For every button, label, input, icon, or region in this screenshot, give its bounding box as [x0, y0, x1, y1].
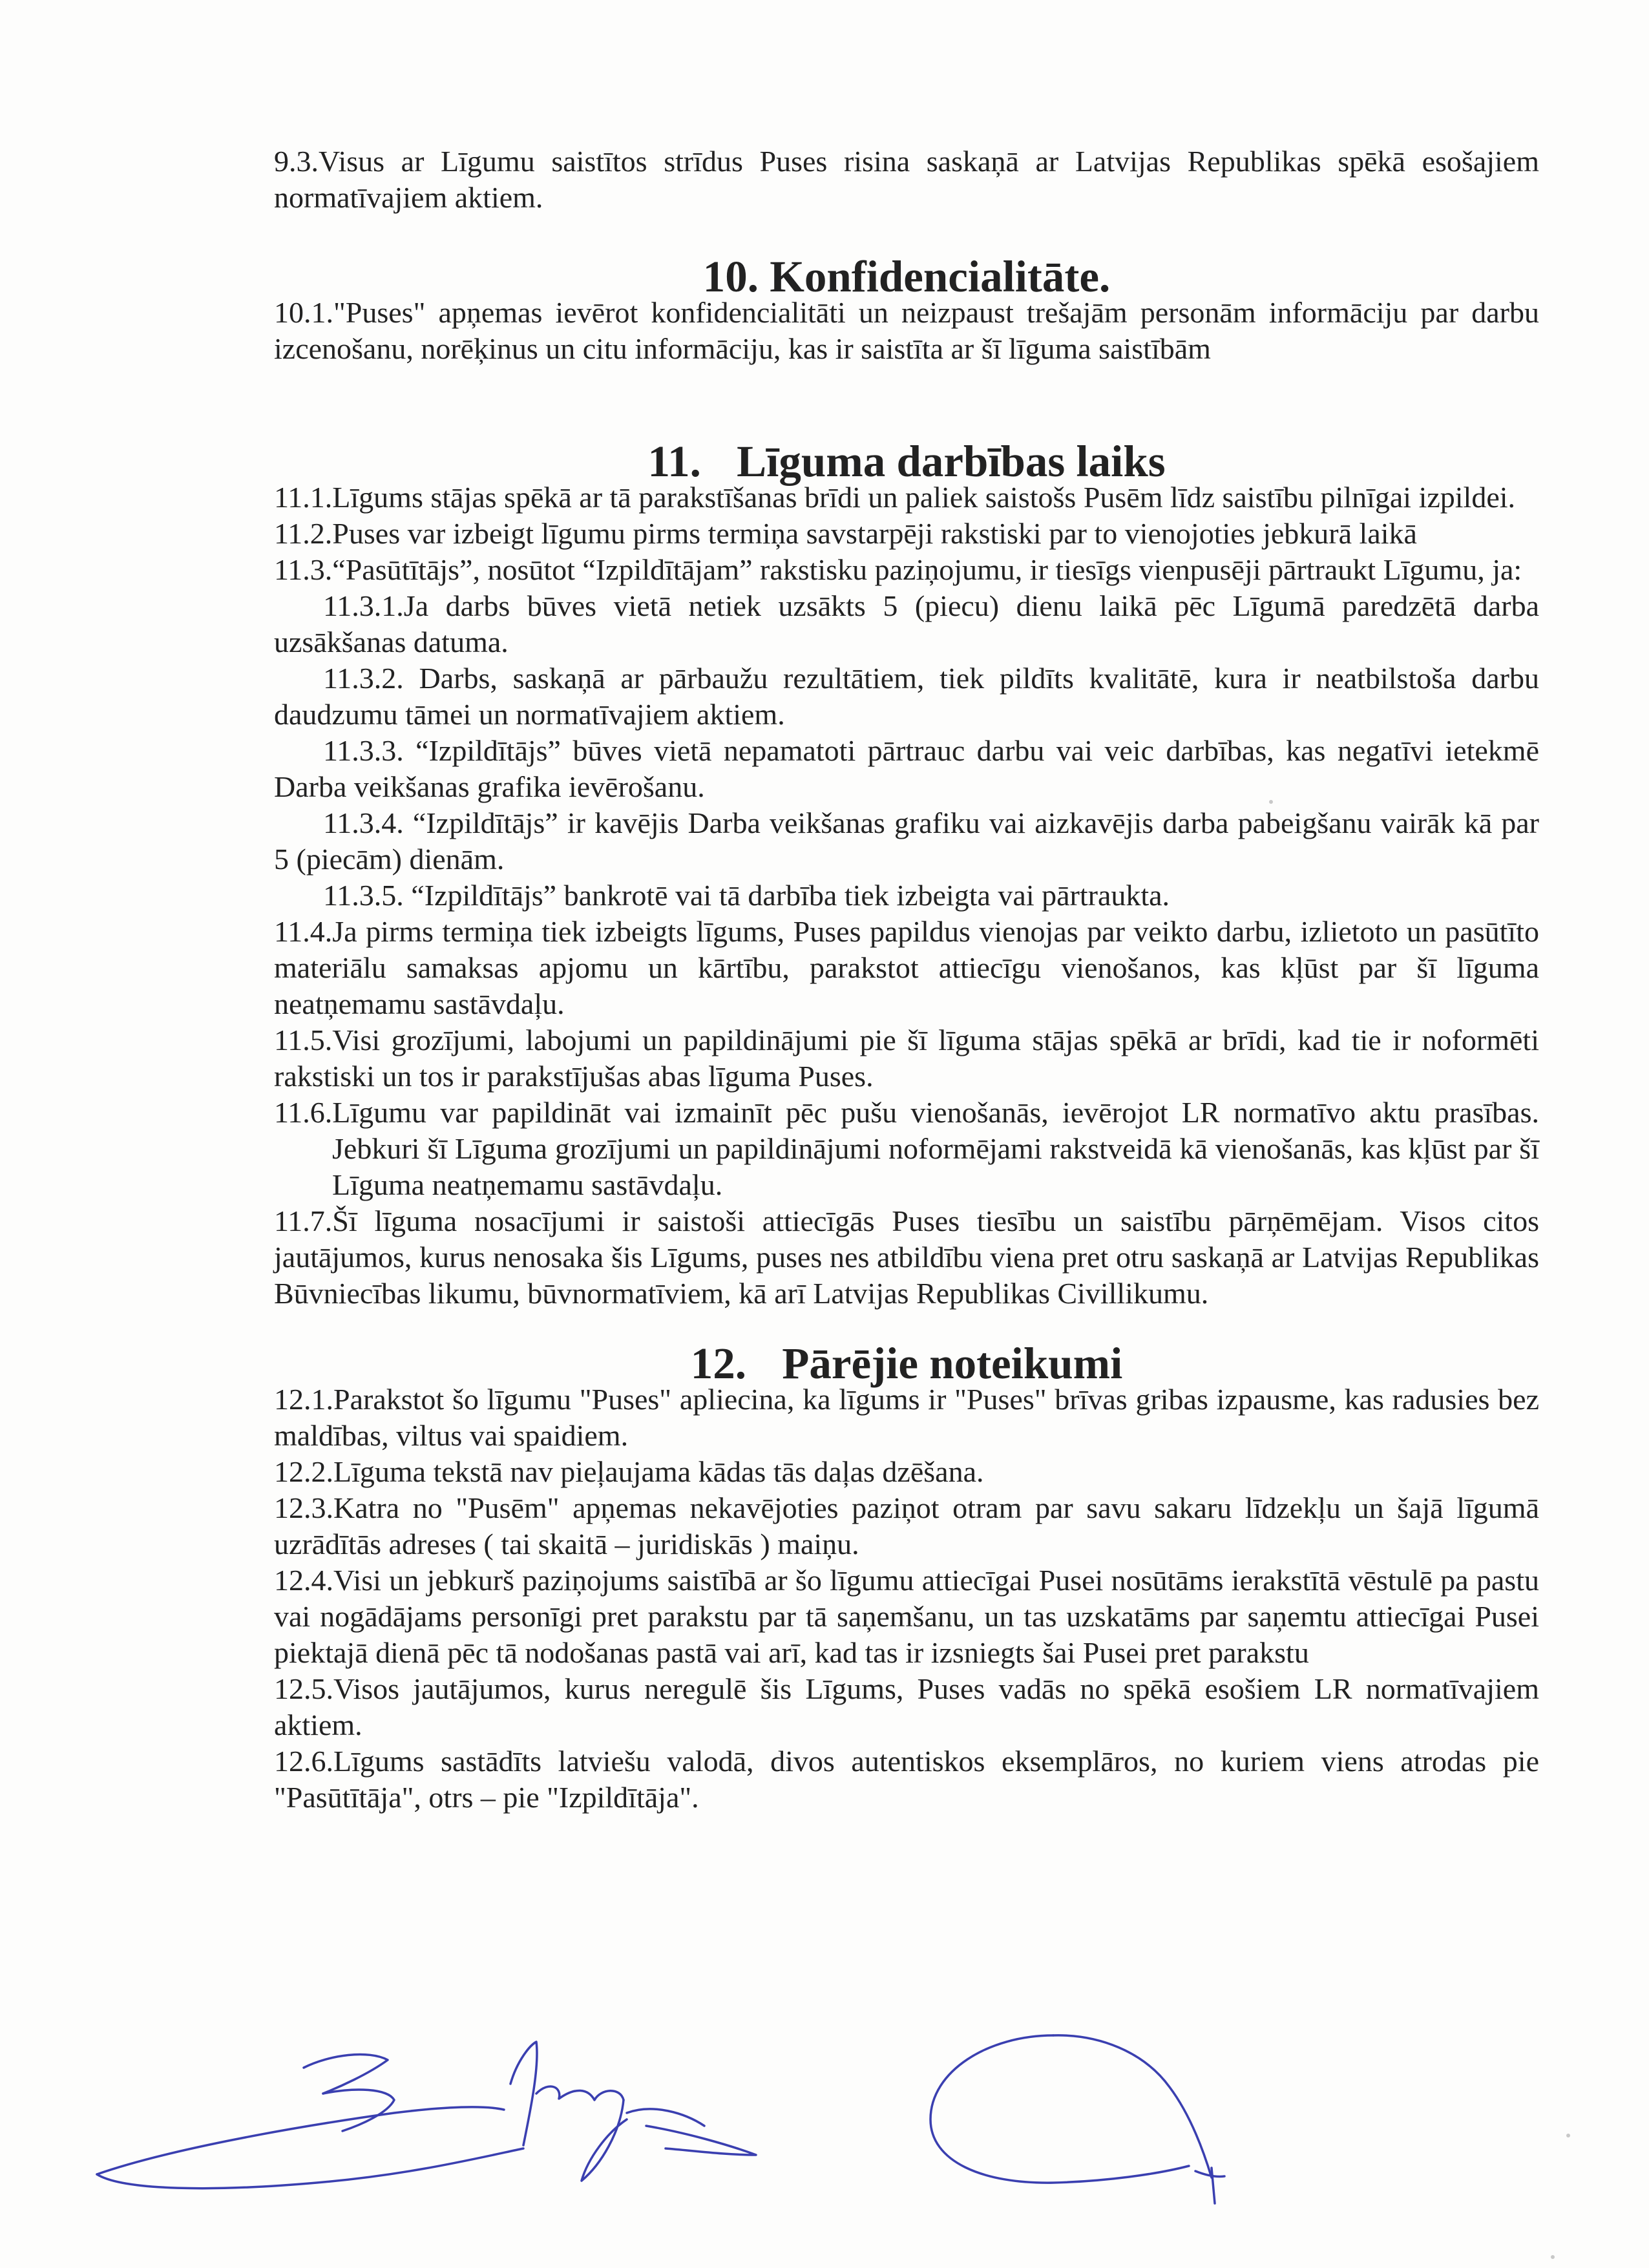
scan-speck [1566, 2134, 1570, 2137]
clause-12-4: 12.4.Visi un jebkurš paziņojums saistībā ar šo līgumu attiecīgai Pusei nosūtāms ierakstītā vēstulē pa pastu vai nogādājams personīgi pret parakstu par tā saņemšanu, un tas uzskatāms par saņemtu attiecīgai Pusei piektajā dienā pēc tā nodošanas pastā vai arī, kad tas ir izsniegts šai Pusei pret parakstu [274, 1564, 1539, 1669]
section-number: 12. [690, 1339, 747, 1388]
section-title: Līguma darbības laiks [737, 437, 1166, 486]
clause-12-1: 12.1.Parakstot šo līgumu "Puses" apliecina, ka līgums ir "Puses" brīvas gribas izpausme, kas radusies bez maldības, viltus vai spaidiem. [274, 1383, 1539, 1452]
clause-11-2: 11.2.Puses var izbeigt līgumu pirms termiņa savstarpēji rakstiski par to vienojoties jebkurā laikā [274, 517, 1417, 550]
clause-9-3: 9.3.Visus ar Līgumu saistītos strīdus Puses risina saskaņā ar Latvijas Republikas spēkā esošajiem normatīvajiem aktiem. [274, 145, 1539, 214]
clause-11-6: 11.6.Līgumu var papildināt vai izmainīt pēc pušu vienošanās, ievērojot LR normatīvo aktu prasības. Jebkuri šī Līguma grozījumi un papildinājumi noformējami rakstveidā kā vienošanās, kas kļūst par šī Līguma neatņemamu sastāvdaļu. [274, 1096, 1539, 1201]
signatures-area [84, 2016, 1570, 2210]
clause-10-1: 10.1."Puses" apņemas ievērot konfidencialitāti un neizpaust trešajām personām informāciju par darbu izcenošanu, norēķinus un citu informāciju, kas ir saistīta ar šī līguma saistībām [274, 296, 1539, 365]
section-heading-11 [274, 437, 1539, 486]
section-heading-12 [274, 1339, 1539, 1388]
clause-12-2: 12.2.Līguma tekstā nav pieļaujama kādas tās daļas dzēšana. [274, 1455, 984, 1488]
clause-12-6: 12.6.Līgums sastādīts latviešu valodā, divos autentiskos eksemplāros, no kuriem viens atrodas pie "Pasūtītāja", otrs – pie "Izpildītāja". [274, 1745, 1539, 1814]
section-number: 11. [647, 437, 701, 486]
clause-11-7: 11.7.Šī līguma nosacījumi ir saistoši attiecīgās Puses tiesību un saistību pārņēmējam. Visos citos jautājumos, kurus nenosaka šis Līgums, puses nes atbildību viena pret otru saskaņā ar Latvijas Republikas Būvniecības likumu, būvnormatīviem, kā arī Latvijas Republikas Civillikumu. [274, 1204, 1539, 1310]
section-title: Konfidencialitāte. [770, 252, 1111, 301]
scan-speck [1269, 800, 1273, 804]
clause-11-3-1: 11.3.1.Ja darbs būves vietā netiek uzsākts 5 (piecu) dienu laikā pēc Līgumā paredzētā darba uzsākšanas datuma. [274, 589, 1539, 658]
signature-right [885, 2016, 1376, 2210]
clause-11-3: 11.3.“Pasūtītājs”, nosūtot “Izpildītājam” rakstisku paziņojumu, ir tiesīgs vienpusēji pārtraukt Līgumu, ja: [274, 553, 1522, 586]
clause-11-3-3: 11.3.3. “Izpildītājs” būves vietā nepamatoti pārtrauc darbu vai veic darbības, kas negatīvi ietekmē Darba veikšanas grafika ievērošanu. [274, 734, 1539, 803]
section-title: Pārējie noteikumi [782, 1339, 1123, 1388]
clause-11-3-4: 11.3.4. “Izpildītājs” ir kavējis Darba veikšanas grafiku vai aizkavējis darba pabeigšanu vairāk kā par 5 (piecām) dienām. [274, 806, 1539, 876]
scan-speck [1551, 2255, 1555, 2259]
clause-12-5: 12.5.Visos jautājumos, kurus neregulē šis Līgums, Puses vadās no spēkā esošiem LR normatīvajiem aktiem. [274, 1672, 1539, 1741]
section-number: 10. [702, 252, 759, 301]
contract-page [274, 143, 1539, 1816]
signature-left [84, 2016, 795, 2210]
clause-11-1: 11.1.Līgums stājas spēkā ar tā parakstīšanas brīdi un paliek saistošs Pusēm līdz saistību pilnīgai izpildei. [274, 481, 1516, 514]
clause-11-3-5: 11.3.5. “Izpildītājs” bankrotē vai tā darbība tiek izbeigta vai pārtraukta. [323, 879, 1170, 912]
clause-11-3-2: 11.3.2. Darbs, saskaņā ar pārbaužu rezultātiem, tiek pildīts kvalitātē, kura ir neatbilstoša darbu daudzumu tāmei un normatīvajiem aktiem. [274, 662, 1539, 731]
clause-12-3: 12.3.Katra no "Pusēm" apņemas nekavējoties paziņot otram par savu sakaru līdzekļu un šajā līgumā uzrādītās adreses ( tai skaitā – juridiskās ) maiņu. [274, 1491, 1539, 1560]
clause-11-4: 11.4.Ja pirms termiņa tiek izbeigts līgums, Puses papildus vienojas par veikto darbu, izlietoto un pasūtīto materiālu samaksas apjomu un kārtību, parakstot attiecīgu vienošanos, kas kļūst par šī līguma neatņemamu sastāvdaļu. [274, 915, 1539, 1020]
section-heading-10 [274, 252, 1539, 301]
clause-11-5: 11.5.Visi grozījumi, labojumi un papildinājumi pie šī līguma stājas spēkā ar brīdi, kad tie ir noformēti rakstiski un tos ir parakstījušas abas līguma Puses. [274, 1024, 1539, 1093]
